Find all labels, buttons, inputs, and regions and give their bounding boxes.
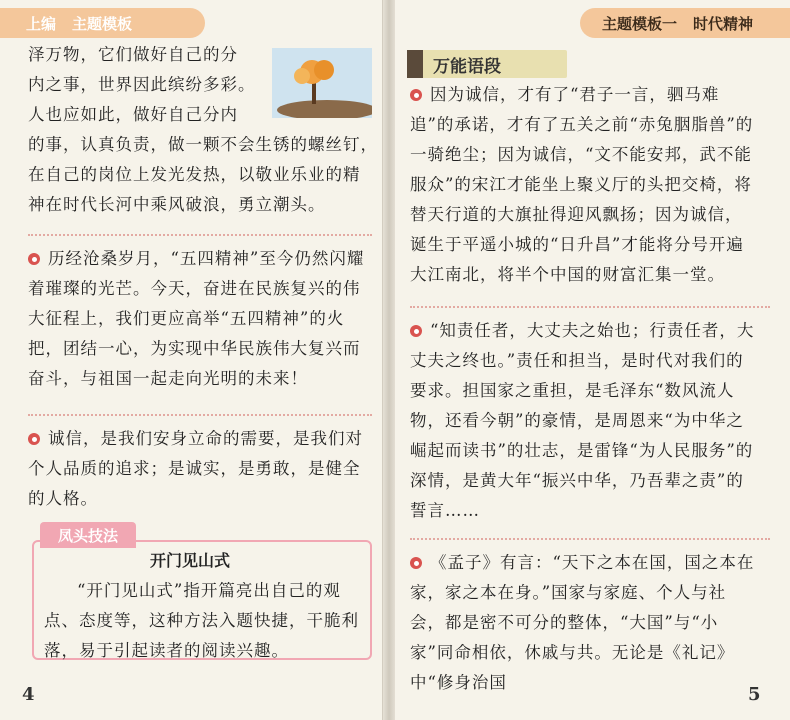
divider (28, 234, 372, 236)
page-number-left: 4 (22, 684, 35, 705)
intro-line-3: 人也应如此，做好自己分内 (28, 105, 238, 124)
bullet-icon (28, 253, 40, 265)
divider (410, 306, 770, 308)
header-topic: 主题模板 (72, 14, 133, 33)
intro-line-2: 内之事，世界因此缤纷多彩。 (28, 75, 256, 94)
paragraph-responsibility: “知责任者，大丈夫之始也；行责任者，大丈夫之终也。”责任和担当，是时代对我们的要求。担国家之重担，是毛泽东“数风流人物，还看今朝”的豪情，是周恩来“为中华之崛起而读书”的壮志，是雷锋“为人民服务”的深情，是黄大年“振兴中华，乃吾辈之责”的誓言…… (410, 321, 755, 520)
intro-line-5: 在自己的岗位上发光发热，以敬业乐业的精 (28, 165, 361, 184)
page-number-right: 5 (748, 684, 761, 705)
divider (28, 414, 372, 416)
section-title-text: 万能语段 (433, 56, 501, 77)
intro-line-4: 的事，认真负责，做一颗不会生锈的螺丝钉， (28, 135, 378, 154)
technique-title: 开门见山式 (150, 551, 231, 570)
technique-text: “开门见山式”指开篇亮出自己的观点、态度等，这种方法入题快捷，干脆利落，易于引起读者的阅读兴趣。 (44, 581, 359, 660)
bullet-icon (410, 557, 422, 569)
left-page (0, 0, 383, 720)
section-title (407, 50, 567, 78)
technique-label: 凤头技法 (40, 522, 136, 548)
paragraph-honesty: 因为诚信，才有了“君子一言，驷马难追”的承诺，才有了五关之前“赤兔胭脂兽”的一骑绝尘；因为诚信，“文不能安邦，武不能服众”的宋江才能坐上聚义厅的头把交椅，将替天行道的大旗扯得迎风飘扬；因为诚信，诞生于平遥小城的“日升昌”才能将分号开遍大江南北，将半个中国的财富汇集一堂。 (410, 85, 754, 284)
book-spine (383, 0, 395, 720)
header-section: 上编 (26, 14, 57, 33)
divider (410, 538, 770, 540)
bullet-icon (410, 325, 422, 337)
right-page-header (580, 8, 790, 38)
header-topic: 主题模板一 (602, 14, 678, 33)
intro-line-1: 泽万物，它们做好自己的分 (28, 45, 238, 64)
paragraph-integrity: 诚信，是我们安身立命的需要，是我们对个人品质的追求；是诚实，是勇敢，是健全的人格。 (28, 429, 363, 508)
bullet-icon (410, 89, 422, 101)
section-marker (407, 50, 423, 78)
paragraph-mencius: 《孟子》有言：“天下之本在国，国之本在家，家之本在身。”国家与家庭、个人与社会，都是密不可分的整体，“大国”与“小家”同命相依，休戚与共。无论是《礼记》中“修身治国 (410, 553, 755, 692)
left-page-header (0, 8, 205, 38)
paragraph-wusi: 历经沧桑岁月，“五四精神”至今仍然闪耀着璀璨的光芒。今天，奋进在民族复兴的伟大征程上，我们更应高举“五四精神”的火把，团结一心，为实现中华民族伟大复兴而奋斗，与祖国一起走向光明的未来！ (28, 249, 365, 388)
bullet-icon (28, 433, 40, 445)
intro-line-6: 神在时代长河中乘风破浪，勇立潮头。 (28, 195, 326, 214)
header-title: 时代精神 (693, 14, 754, 33)
